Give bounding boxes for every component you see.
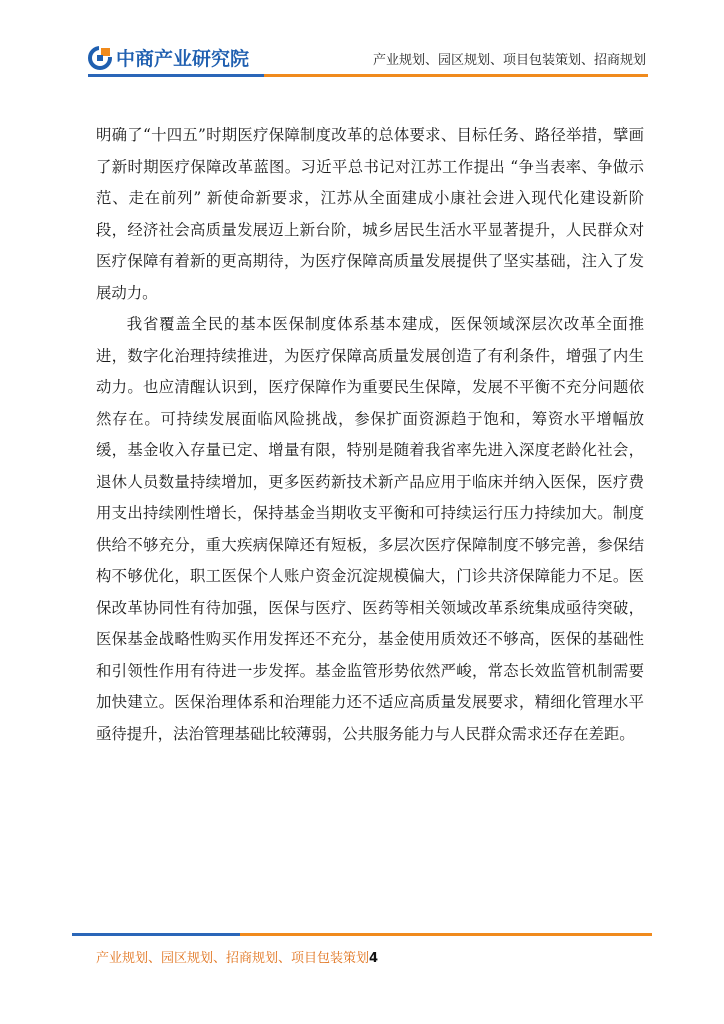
footer-rule-orange	[240, 933, 652, 936]
footer-text: 产业规划、园区规划、招商规划、项目包装策划	[96, 951, 370, 966]
header-rule-blue	[88, 74, 264, 77]
document-body	[96, 120, 644, 750]
logo	[88, 44, 249, 71]
logo-text: 中商产业研究院	[116, 48, 250, 70]
logo-mark-icon	[88, 46, 112, 70]
page-number: 4	[369, 951, 379, 966]
paragraph-1: 明确了“十四五”时期医疗保障制度改革的总体要求、目标任务、路径举措，擘画了新时期医疗保障改革蓝图。习近平总书记对江苏工作提出 “争当表率、争做示范、走在前列” 新使命新要求，江苏从全面建成小康社会进入现代化建设新阶段，经济社会高质量发展迈上新台阶，城乡居民生活水平显著提升，人民群众对医疗保障有着新的更高期待，为医疗保障高质量发展提供了坚实基础，注入了发展动力。	[96, 126, 644, 302]
page-footer	[96, 947, 378, 966]
paragraph-2: 我省覆盖全民的基本医保制度体系基本建成，医保领域深层次改革全面推进，数字化治理持续推进，为医疗保障高质量发展创造了有利条件，增强了内生动力。也应清醒认识到，医疗保障作为重要民生保障，发展不平衡不充分问题依然存在。可持续发展面临风险挑战，参保扩面资源趋于饱和，筹资水平增幅放缓，基金收入存量已定、增量有限，特别是随着我省率先进入深度老龄化社会，退休人员数量持续增加，更多医药新技术新产品应用于临床并纳入医保，医疗费用支出持续刚性增长，保持基金当期收支平衡和可持续运行压力持续加大。制度供给不够充分，重大疾病保障还有短板，多层次医疗保障制度不够完善，参保结构不够优化，职工医保个人账户资金沉淀规模偏大，门诊共济保障能力不足。医保改革协同性有待加强，医保与医疗、医药等相关领域改革系统集成亟待突破， 医保基金战略性购买作用发挥还不充分，基金使用质效还不够高，医保的基础性和引领性作用有待进一步发挥。基金监管形势依然严峻，常态长效监管机制需要加快建立。医保治理体系和治理能力还不适应高质量发展要求，精细化管理水平亟待提升，法治管理基础比较薄弱，公共服务能力与人民群众需求还存在差距。	[96, 315, 644, 743]
header-rule-orange	[264, 74, 648, 77]
footer-rule-blue	[72, 933, 240, 936]
page-header	[0, 0, 724, 80]
header-tagline: 产业规划、园区规划、项目包装策划、招商规划	[372, 53, 646, 68]
